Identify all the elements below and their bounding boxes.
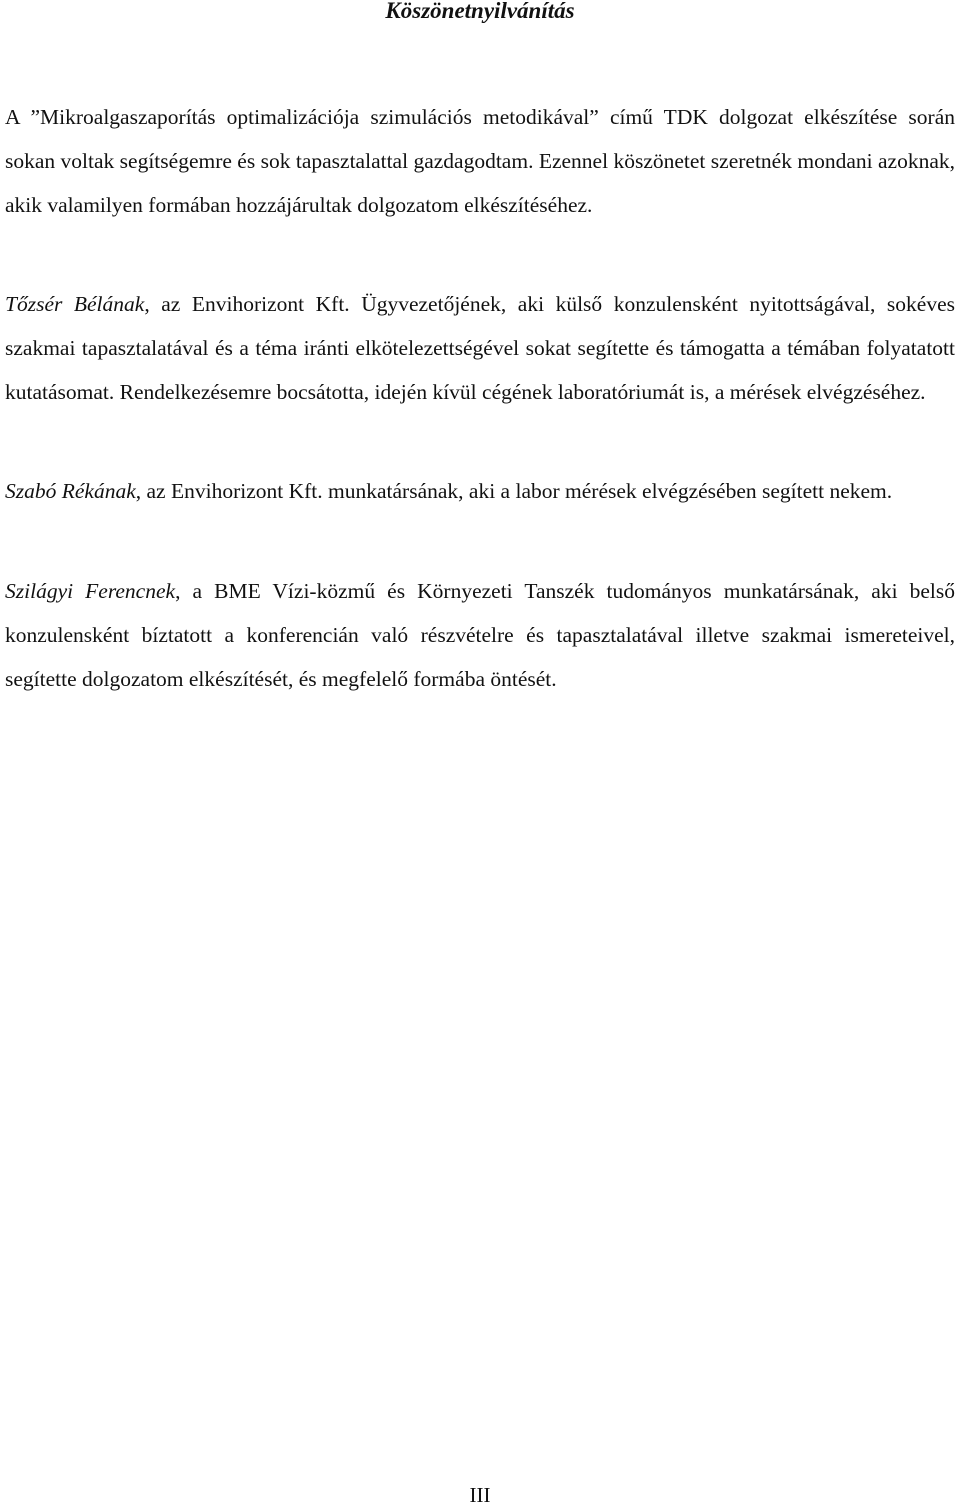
acknowledgement-paragraph — [5, 570, 955, 701]
paragraph-text: , az Envihorizont Kft. munkatársának, aki a labor mérések elvégzésében segített nekem. — [135, 479, 893, 503]
acknowledgement-paragraph — [5, 283, 955, 414]
page-number: III — [469, 1483, 491, 1507]
page-title: Köszönetnyilvánítás — [385, 0, 575, 23]
paragraph-text: , az Envihorizont Kft. Ügyvezetőjének, aki külső konzulensként nyitottságával, sokéves szakmai tapasztalatával és a téma iránti elkötelezettségével sokat segítette és támogatta a témában folyatatott kutatásomat. Rendelkezésemre bocsátotta, idején kívül cégének laboratóriumát is, a mérések elvégzéséhez. — [5, 292, 955, 404]
paragraph-text: , a BME Vízi-közmű és Környezeti Tanszék tudományos munkatársának, aki belső konzulensként bíztatott a konferencián való részvételre és tapasztalatával illetve szakmai ismereteivel, segítette dolgozatom elkészítését, és megfelelő formába öntését. — [5, 579, 956, 691]
acknowledgement-paragraph — [5, 470, 955, 514]
person-name: Szabó Rékának — [5, 479, 136, 503]
person-name: Tőzsér Bélának — [5, 292, 145, 316]
person-name: Szilágyi Ferencnek — [5, 579, 176, 603]
paragraph-text: A ”Mikroalgaszaporítás optimalizációja szimulációs metodikával” című TDK dolgozat elkészítése során sokan voltak segítségemre és sok tapasztalattal gazdagodtam. Ezennel köszönetet szeretnék mondani azoknak, akik valamilyen formában hozzájárultak dolgozatom elkészítéséhez. — [5, 105, 955, 217]
intro-paragraph — [5, 96, 955, 227]
